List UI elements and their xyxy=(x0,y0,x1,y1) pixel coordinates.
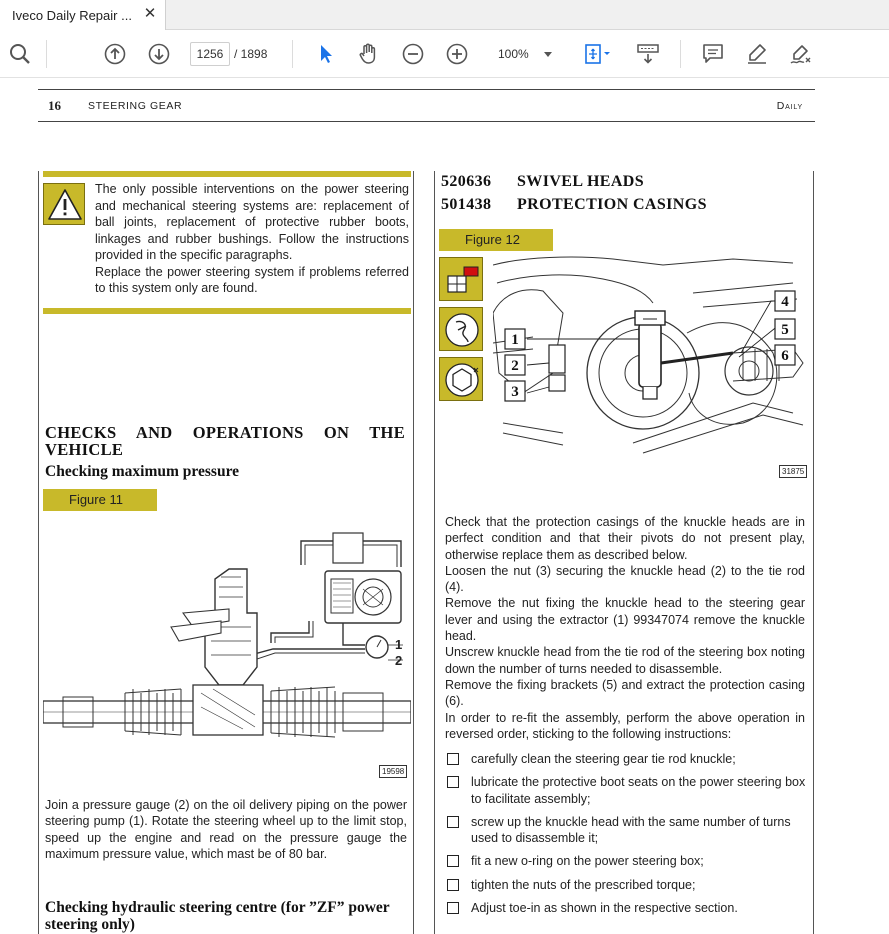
disassembly-icon xyxy=(439,257,483,301)
callout: 2 xyxy=(395,653,403,668)
divider xyxy=(43,308,411,314)
checklist xyxy=(445,751,807,916)
page-up-icon[interactable] xyxy=(103,42,127,66)
list-item xyxy=(445,853,807,869)
list-item xyxy=(445,774,807,807)
list-item-text: Adjust toe-in as shown in the respective section. xyxy=(471,901,738,916)
right-column xyxy=(434,171,814,934)
toolbar-separator xyxy=(46,40,47,68)
model-name: Daily xyxy=(776,100,803,112)
comment-icon[interactable] xyxy=(701,42,725,66)
list-item xyxy=(445,814,807,847)
heading-code: 501438 xyxy=(441,196,492,213)
list-item-text: carefully clean the steering gear tie rod knuckle; xyxy=(471,752,736,766)
callout: 1 xyxy=(511,332,519,348)
list-item-text: screw up the knuckle head with the same number of turns used to disassemble it; xyxy=(471,814,791,846)
fit-page-icon[interactable] xyxy=(583,42,615,66)
heading-protection-casings xyxy=(441,196,707,214)
paragraph: Unscrew knuckle head from the tie rod of the steering box noting down the number of turns needed to disassemble. xyxy=(445,645,805,676)
paragraph: Check that the protection casings of the knuckle heads are in perfect condition and that their pivots do not present play, otherwise replace them as described below. xyxy=(445,515,805,562)
bottom-title: Checking hydraulic steering centre (for ”ZF” power steering only) xyxy=(45,899,390,933)
section-title: CHECKS AND OPERATIONS ON THE VEHICLE xyxy=(45,423,405,459)
list-item-text: fit a new o-ring on the power steering box; xyxy=(471,854,704,869)
document-view[interactable] xyxy=(0,79,889,934)
nut-icon xyxy=(439,357,483,401)
instructions-text xyxy=(445,514,805,742)
warning-text xyxy=(95,181,409,297)
list-item-text: tighten the nuts of the prescribed torque; xyxy=(471,877,696,892)
zoom-select[interactable] xyxy=(490,42,556,66)
paragraph: In order to re-fit the assembly, perform the above operation in reversed order, sticking to the following instructions: xyxy=(445,710,805,741)
page-down-icon[interactable] xyxy=(147,42,171,66)
list-item xyxy=(445,900,807,916)
warning-line: The only possible interventions on the power steering and mechanical steering systems are: replacement of ball joints, replacement of protective rubber boots, linkages and rubber bushings. Follow the instructions provided in the specific paragraphs. xyxy=(95,182,409,262)
checkbox-icon xyxy=(447,776,459,788)
tab-title: Iveco Daily Repair ... xyxy=(12,7,132,23)
document-tab[interactable] xyxy=(0,0,166,30)
page-number: 16 xyxy=(48,98,61,113)
page-total: / 1898 xyxy=(234,47,268,61)
paragraph: Join a pressure gauge (2) on the oil delivery piping on the power steering pump (1). Rotate the steering wheel up to the limit stop, speed up the engine and read on the pressure gauge the maximum pressure value, which mast be of 80 bar. xyxy=(45,798,407,861)
figure-12 xyxy=(493,253,811,479)
highlight-icon[interactable] xyxy=(745,42,769,66)
toolbar-separator xyxy=(292,40,293,68)
chevron-down-icon xyxy=(544,52,552,57)
paragraph: Remove the fixing brackets (5) and extract the protection casing (6). xyxy=(445,677,805,709)
callout: 1 xyxy=(395,637,403,652)
list-item xyxy=(445,751,807,767)
list-item-text: lubricate the protective boot seats on the power steering box to facilitate assembly; xyxy=(471,775,806,806)
list-item xyxy=(445,877,807,893)
checkbox-icon xyxy=(447,902,459,914)
heading-text: SWIVEL HEADS xyxy=(517,173,645,190)
callout: 4 xyxy=(781,294,789,310)
figure-label: Figure 11 xyxy=(43,489,157,511)
procedure-icon xyxy=(439,307,483,351)
heading-swivel-heads xyxy=(441,173,644,191)
subtitle: Checking maximum pressure xyxy=(45,463,240,480)
warning-line: Replace the power steering system if problems referred to this system only are found. xyxy=(95,264,409,295)
callout: 6 xyxy=(781,348,789,364)
paragraph: Loosen the nut (3) securing the knuckle head (2) to the tie rod (4). xyxy=(445,563,805,595)
scroll-mode-icon[interactable] xyxy=(636,42,660,66)
figure-11 xyxy=(43,517,411,787)
checkbox-icon xyxy=(447,753,459,765)
callout: 2 xyxy=(511,358,519,374)
search-icon[interactable] xyxy=(8,42,32,66)
paragraph: Remove the nut fixing the knuckle head to the steering gear lever and using the extractor (1) 99347074 remove the knuckle head. xyxy=(445,596,805,644)
zoom-value: 100% xyxy=(498,47,529,61)
pointer-icon[interactable] xyxy=(314,42,338,66)
zoom-in-icon[interactable] xyxy=(445,42,469,66)
section-name: STEERING GEAR xyxy=(88,100,183,112)
callout: 3 xyxy=(511,384,519,400)
heading-code: 520636 xyxy=(441,173,492,190)
checkbox-icon xyxy=(447,855,459,867)
sign-icon[interactable] xyxy=(788,42,812,66)
warning-icon xyxy=(43,183,85,225)
checkbox-icon xyxy=(447,879,459,891)
close-icon[interactable]: ✕ xyxy=(143,5,157,22)
left-column xyxy=(38,171,414,934)
figure-code: 31875 xyxy=(779,465,807,478)
heading-text: PROTECTION CASINGS xyxy=(517,196,707,213)
callout: 5 xyxy=(781,322,789,338)
hand-icon[interactable] xyxy=(357,42,381,66)
running-header xyxy=(38,89,815,122)
toolbar-separator xyxy=(680,40,681,68)
page-number-input[interactable]: 1256 xyxy=(190,42,230,66)
figure-code: 19598 xyxy=(379,765,407,778)
figure-label: Figure 12 xyxy=(439,229,553,251)
toolbar xyxy=(0,30,889,78)
divider xyxy=(43,171,411,177)
zoom-out-icon[interactable] xyxy=(401,42,425,66)
checkbox-icon xyxy=(447,816,459,828)
tab-bar xyxy=(0,0,889,30)
